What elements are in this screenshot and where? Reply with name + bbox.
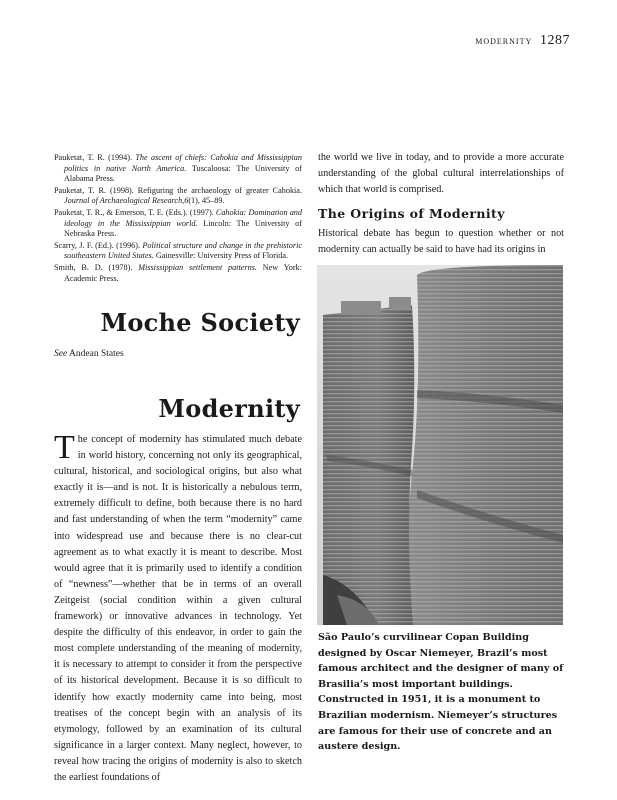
- see-target: Andean States: [67, 349, 124, 359]
- copan-building-photo: [317, 265, 563, 625]
- reference-item: Pauketat, T. R. (1994). The ascent of chiefs: Cahokia and Mississippian politics in native North America. Tuscaloosa: The University of Alabama Press.: [54, 153, 302, 184]
- drop-cap: T: [54, 429, 75, 466]
- see-also-reference: [54, 349, 124, 359]
- reference-item: Pauketat, T. R., & Emerson, T. E. (Eds.). (1997). Cahokia: Domination and ideology in the Mississippian world. Lincoln: The University of Nebraska Press.: [54, 207, 302, 239]
- reference-item: Smith, B. D. (1978). Mississippian settlement patterns. New York: Academic Press.: [54, 262, 302, 283]
- entry-title-modernity: Modernity: [158, 394, 300, 423]
- running-head: [475, 32, 570, 49]
- subhead-origins-of-modernity: The Origins of Modernity: [318, 206, 505, 221]
- modernity-body-text: he concept of modernity has stimulated much debate in world history, concerning not only its geographical, cultural, historical, and sociological origins, but also what exactly it is—and is not. It is historically a nebulous term, extremely difficult to define, both because there is no hard and fast understanding of when the term “modernity” came into widespread use and because there is no clear-cut agreement as to what exactly it is meant to describe. Most would agree that it is primarily used to identify a condition of “newness”—whether that be in terms of an overall Zeitgeist (social condition within a given cultural framework) or innovative advances in technology. Yet despite the difficulty of this endeavor, in order to gain the most complete understanding of the meaning of modernity, it is necessary to attempt to consider it from the perspective of its historical development. Because it is so difficult to identify how exactly modernity came into being, most treatises of the concept begin with an analysis of its etymology, followed by an examination of its cultural significance in a larger context. Many neglect, however, to reveal how tracing the origins of modernity is also to sketch the earliest foundations of: [54, 434, 302, 783]
- figure-caption: São Paulo’s curvilinear Copan Building designed by Oscar Niemeyer, Brazil’s most famous architect and the designer of many of Brasilia’s most important buildings. Constructed in 1951, it is a monument to Brazilian modernism. Niemeyer’s structures are famous for their use of concrete and an austere design.: [318, 632, 564, 753]
- references-list: [54, 153, 302, 285]
- modernity-continuation: the world we live in today, and to provide a more accurate understanding of the global cultural interrelationships of which that world is comprised.: [318, 152, 564, 196]
- running-head-section: modernity: [475, 33, 533, 47]
- modernity-body: [54, 429, 302, 786]
- reference-item: Scarry, J. F. (Ed.). (1996). Political structure and change in the prehistoric southeastern United States. Gainesville: University Press of Florida.: [54, 240, 302, 261]
- origins-text: Historical debate has begun to question whether or not modernity can actually be said to have had its origins in: [318, 228, 564, 256]
- entry-title-moche-society: Moche Society: [100, 308, 300, 337]
- see-label: See: [54, 349, 68, 359]
- reference-item: Pauketat, T. R. (1998). Refiguring the archaeology of greater Cahokia. Journal of Archaeological Research,6(1), 45–89.: [54, 185, 302, 206]
- page-number: 1287: [540, 33, 570, 48]
